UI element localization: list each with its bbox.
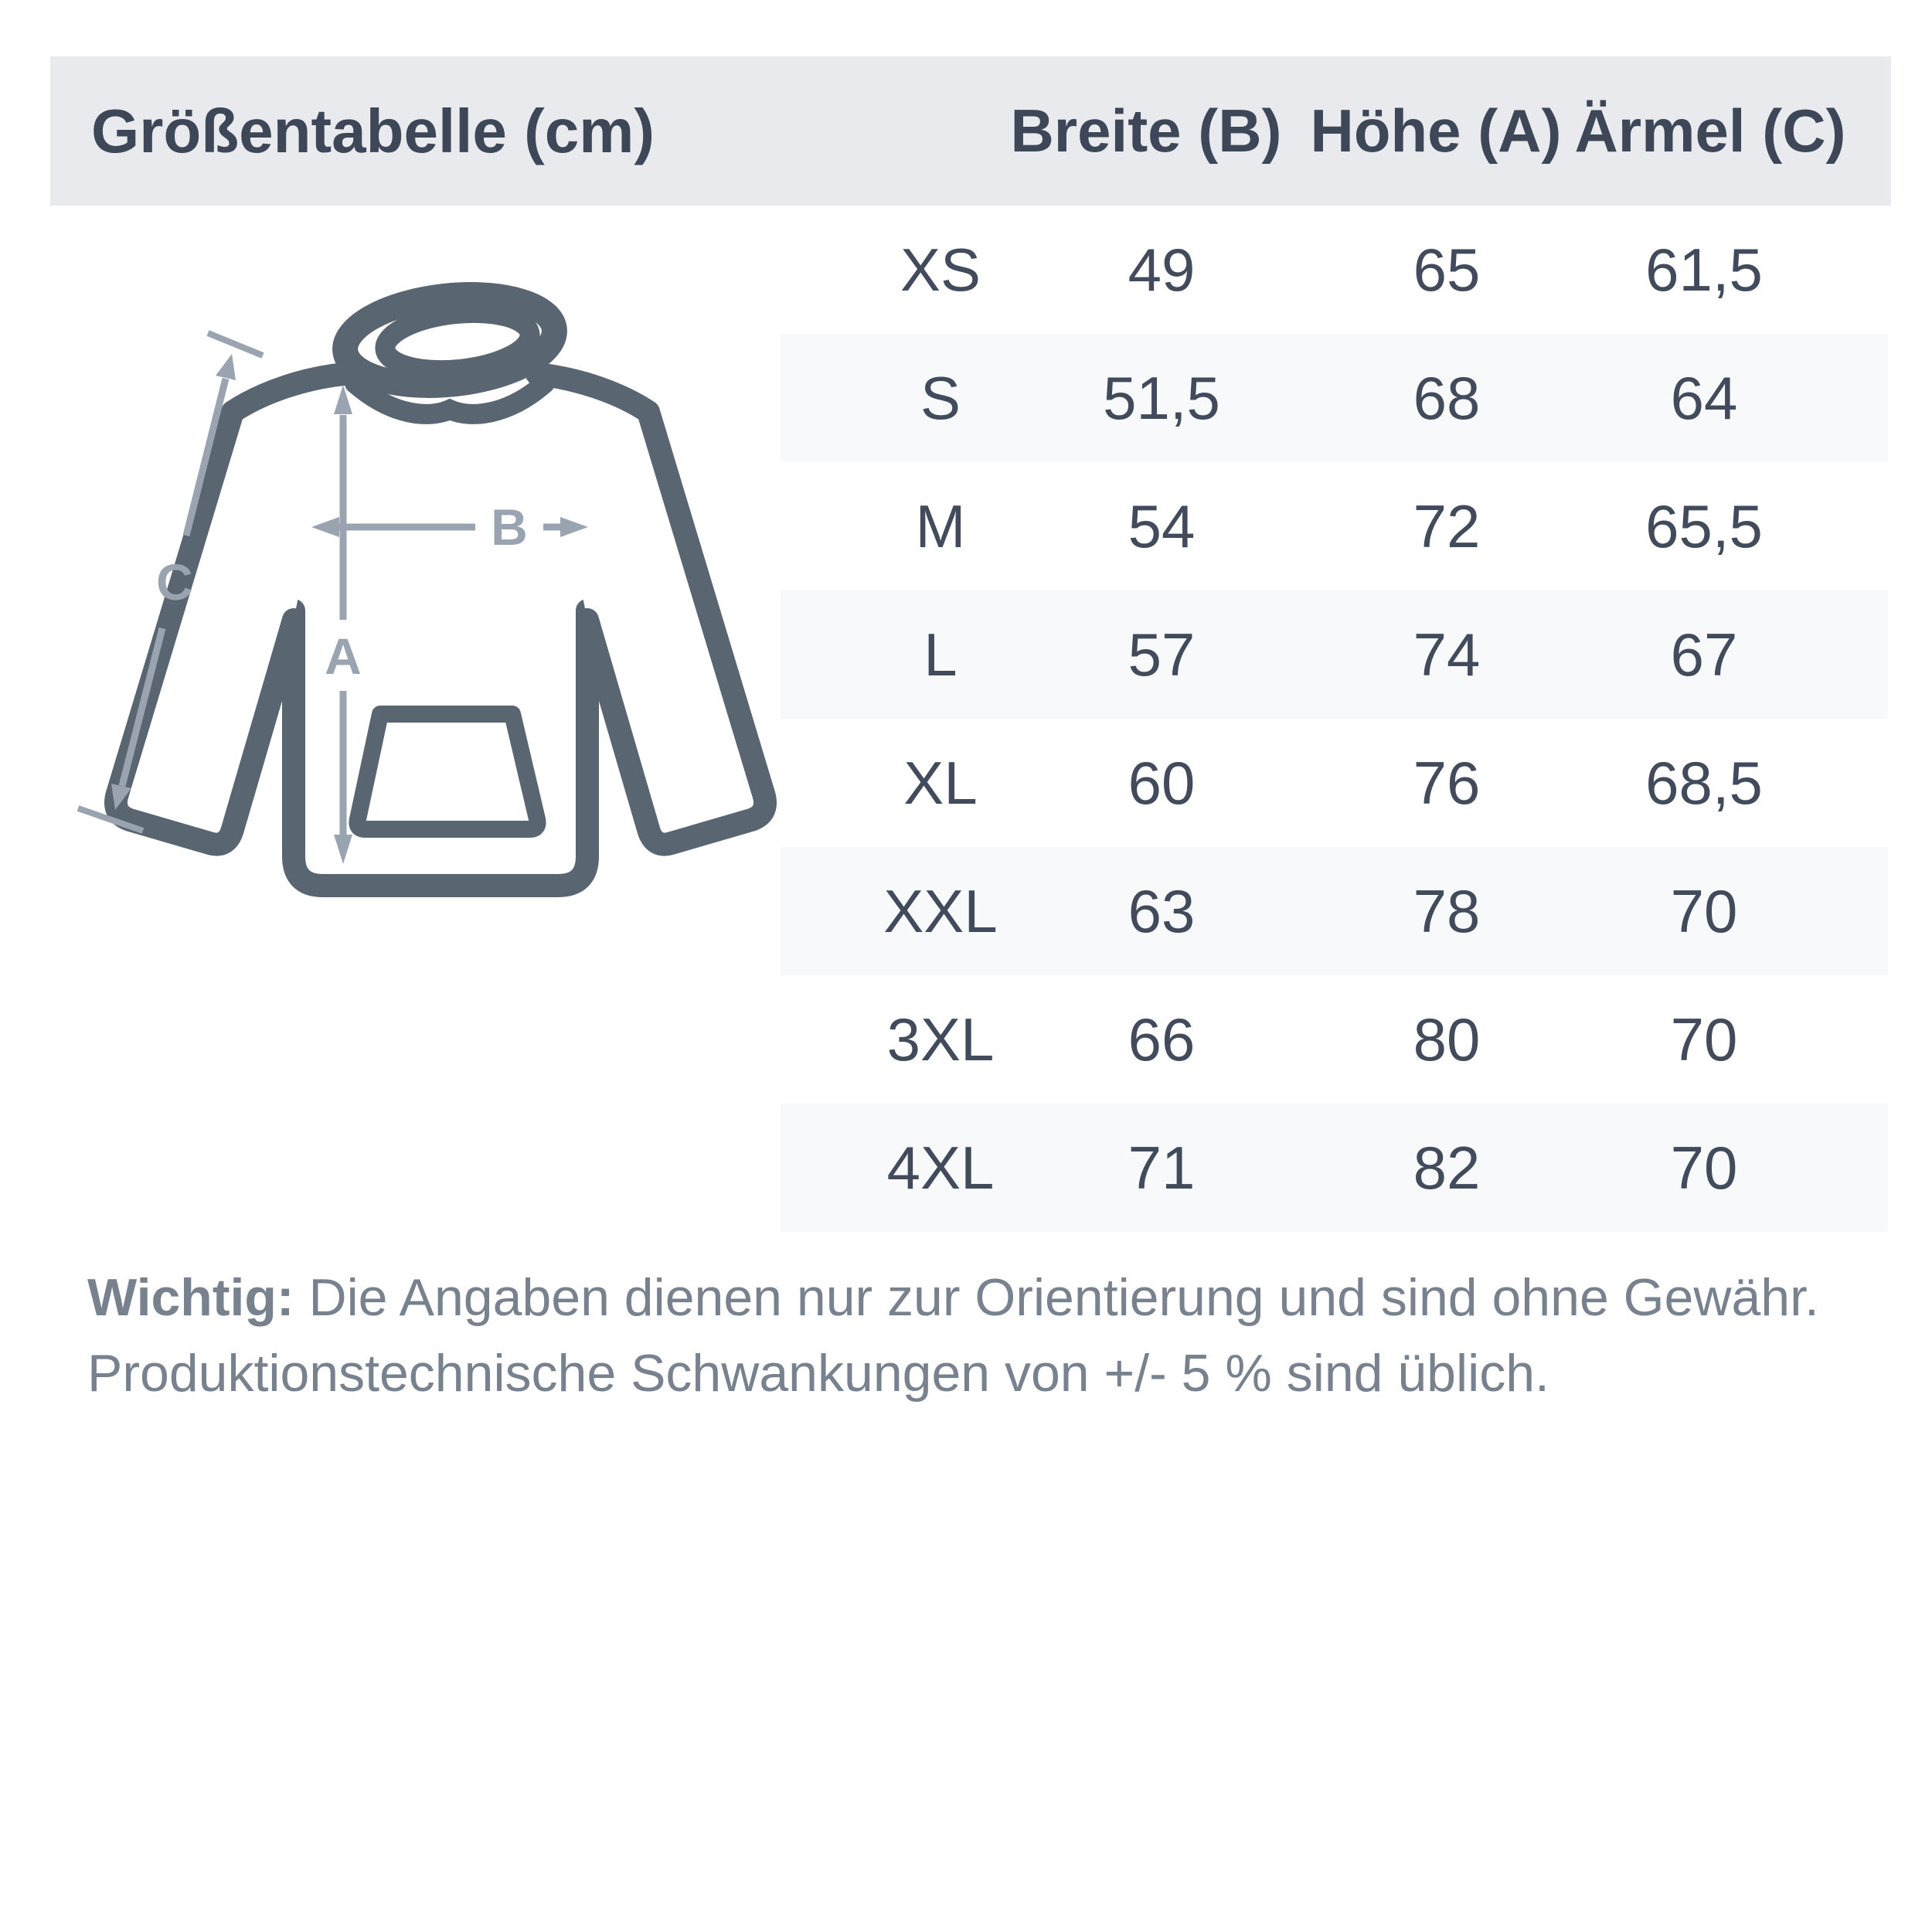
- aermel-value: 65,5: [1645, 492, 1763, 560]
- hoehe-value: 72: [1413, 492, 1481, 560]
- hoehe-value: 80: [1413, 1005, 1481, 1073]
- hoehe-value: 78: [1413, 877, 1481, 945]
- size-label: XXL: [883, 877, 998, 945]
- aermel-value: 70: [1670, 877, 1738, 945]
- page-title: Größentabelle (cm): [91, 96, 655, 165]
- hoehe-value: 65: [1413, 236, 1481, 304]
- table-row: [781, 334, 1888, 462]
- table-row: [781, 462, 1888, 590]
- hoehe-value: 82: [1413, 1134, 1481, 1202]
- aermel-value: 61,5: [1645, 236, 1763, 304]
- table-row: [781, 719, 1888, 847]
- aermel-value: 70: [1670, 1005, 1738, 1073]
- disclaimer-line1: Die Angaben dienen nur zur Orientierung und sind ohne Gewähr.: [294, 1268, 1819, 1327]
- breite-value: 66: [1128, 1005, 1196, 1073]
- arrowhead-c-up: [216, 354, 236, 380]
- size-label: 4XL: [886, 1134, 995, 1202]
- hoehe-value: 74: [1413, 621, 1481, 689]
- size-label: L: [923, 621, 957, 689]
- table-row: [781, 206, 1888, 334]
- measure-label-a: A: [325, 628, 362, 685]
- table-row: [781, 1104, 1888, 1232]
- breite-value: 49: [1128, 236, 1196, 304]
- measure-label-b: B: [491, 498, 528, 556]
- column-header-breite: Breite (B): [1010, 97, 1282, 165]
- size-label: XL: [903, 749, 978, 817]
- disclaimer-bold-label: Wichtig:: [87, 1268, 294, 1327]
- aermel-value: 64: [1670, 364, 1738, 432]
- aermel-value: 70: [1670, 1134, 1738, 1202]
- kangaroo-pocket: [357, 714, 537, 829]
- size-label: 3XL: [886, 1005, 995, 1073]
- aermel-value: 68,5: [1645, 749, 1763, 817]
- measure-label-c: C: [156, 553, 193, 611]
- table-row: [781, 975, 1888, 1104]
- breite-value: 63: [1128, 877, 1196, 945]
- table-row: [781, 847, 1888, 975]
- column-header-hoehe: Höhe (A): [1310, 97, 1562, 165]
- disclaimer-line2: Produktionstechnische Schwankungen von +/- 5 % sind üblich.: [87, 1344, 1549, 1403]
- hoehe-value: 68: [1413, 364, 1481, 432]
- breite-value: 57: [1128, 621, 1196, 689]
- column-header-aermel: Ärmel (C): [1574, 97, 1846, 165]
- aermel-value: 67: [1670, 621, 1738, 689]
- size-chart-header: [50, 56, 1891, 206]
- breite-value: 54: [1128, 492, 1196, 560]
- breite-value: 51,5: [1103, 364, 1220, 432]
- disclaimer-note: [87, 1260, 1888, 1411]
- breite-value: 60: [1128, 749, 1196, 817]
- size-label: S: [920, 364, 961, 432]
- hoehe-value: 76: [1413, 749, 1481, 817]
- hoodie-measurement-diagram: [43, 224, 796, 927]
- breite-value: 71: [1128, 1134, 1196, 1202]
- size-label: M: [915, 492, 966, 560]
- table-row: [781, 590, 1888, 719]
- size-label: XS: [900, 236, 981, 304]
